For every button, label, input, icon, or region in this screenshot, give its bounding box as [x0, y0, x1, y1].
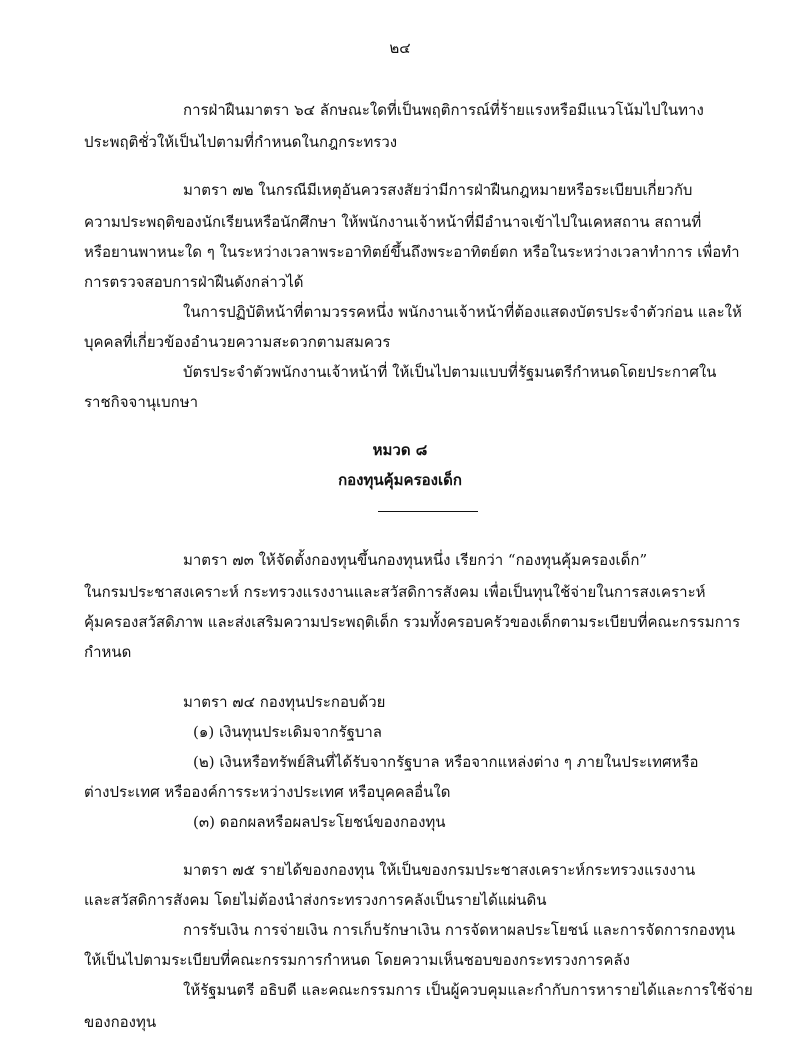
text-line: ประพฤติชั่วให้เป็นไปตามที่กำหนดในกฎกระทรวง — [84, 133, 398, 151]
section-72-line: มาตรา ๗๒ ในกรณีมีเหตุอันควรสงสัยว่ามีการฝ่าฝืนกฎหมายหรือระเบียบเกี่ยวกับ — [183, 181, 693, 199]
text-line: ความประพฤติของนักเรียนหรือนักศึกษา ให้พนักงานเจ้าหน้าที่มีอำนาจเข้าไปในเคหสถาน สถานที่ — [84, 213, 702, 231]
text-line: ให้เป็นไปตามระเบียบที่คณะกรรมการกำหนด โดยความเห็นชอบของกระทรวงการคลัง — [84, 951, 630, 969]
list-item: (๓) ดอกผลหรือผลประโยชน์ของกองทุน — [193, 813, 446, 831]
chapter-divider — [378, 511, 478, 512]
section-74-line: มาตรา ๗๔ กองทุนประกอบด้วย — [183, 693, 386, 711]
chapter-title: กองทุนคุ้มครองเด็ก — [338, 471, 462, 489]
list-item: (๒) เงินหรือทรัพย์สินที่ได้รับจากรัฐบาล หรือจากแหล่งต่าง ๆ ภายในประเทศหรือ — [193, 753, 699, 771]
text-line: บัตรประจำตัวพนักงานเจ้าหน้าที่ ให้เป็นไปตามแบบที่รัฐมนตรีกำหนดโดยประกาศใน — [183, 363, 717, 381]
text-line: ราชกิจจานุเบกษา — [84, 393, 199, 411]
text-line: หรือยานพาหนะใด ๆ ในระหว่างเวลาพระอาทิตย์ขึ้นถึงพระอาทิตย์ตก หรือในระหว่างเวลาทำการ เพื่อทำ — [84, 243, 740, 261]
chapter-number: หมวด ๘ — [372, 441, 428, 459]
text-line: บุคคลที่เกี่ยวข้องอำนวยความสะดวกตามสมควร — [84, 333, 391, 351]
text-line: คุ้มครองสวัสดิภาพ และส่งเสริมความประพฤติเด็ก รวมทั้งครอบครัวของเด็กตามระเบียบที่คณะกรรมการ — [84, 613, 741, 631]
text-line: การฝ่าฝืนมาตรา ๖๔ ลักษณะใดที่เป็นพฤติการณ์ที่ร้ายแรงหรือมีแนวโน้มไปในทาง — [183, 101, 704, 119]
list-item: (๑) เงินทุนประเดิมจากรัฐบาล — [193, 723, 382, 741]
page-number: ๒๔ — [389, 39, 411, 57]
text-line: ต่างประเทศ หรือองค์การระหว่างประเทศ หรือบุคคลอื่นใด — [84, 783, 451, 801]
section-73-line: มาตรา ๗๓ ให้จัดตั้งกองทุนขึ้นกองทุนหนึ่ง เรียกว่า “กองทุนคุ้มครองเด็ก” — [183, 551, 648, 569]
text-line: ในกรมประชาสงเคราะห์ กระทรวงแรงงานและสวัสดิการสังคม เพื่อเป็นทุนใช้จ่ายในการสงเคราะห์ — [84, 583, 706, 601]
section-75-line: มาตรา ๗๕ รายได้ของกองทุน ให้เป็นของกรมประชาสงเคราะห์กระทรวงแรงงาน — [183, 861, 696, 879]
text-line: การรับเงิน การจ่ายเงิน การเก็บรักษาเงิน การจัดหาผลประโยชน์ และการจัดการกองทุน — [183, 921, 736, 939]
text-line: ให้รัฐมนตรี อธิบดี และคณะกรรมการ เป็นผู้ควบคุมและกำกับการหารายได้และการใช้จ่าย — [183, 981, 753, 999]
text-line: กำหนด — [84, 643, 132, 661]
text-line: และสวัสดิการสังคม โดยไม่ต้องนำส่งกระทรวงการคลังเป็นรายได้แผ่นดิน — [84, 891, 547, 909]
text-line: ในการปฏิบัติหน้าที่ตามวรรคหนึ่ง พนักงานเจ้าหน้าที่ต้องแสดงบัตรประจำตัวก่อน และให้ — [183, 303, 742, 321]
text-line: การตรวจสอบการฝ่าฝืนดังกล่าวได้ — [84, 273, 304, 291]
text-line: ของกองทุน — [84, 1013, 157, 1031]
